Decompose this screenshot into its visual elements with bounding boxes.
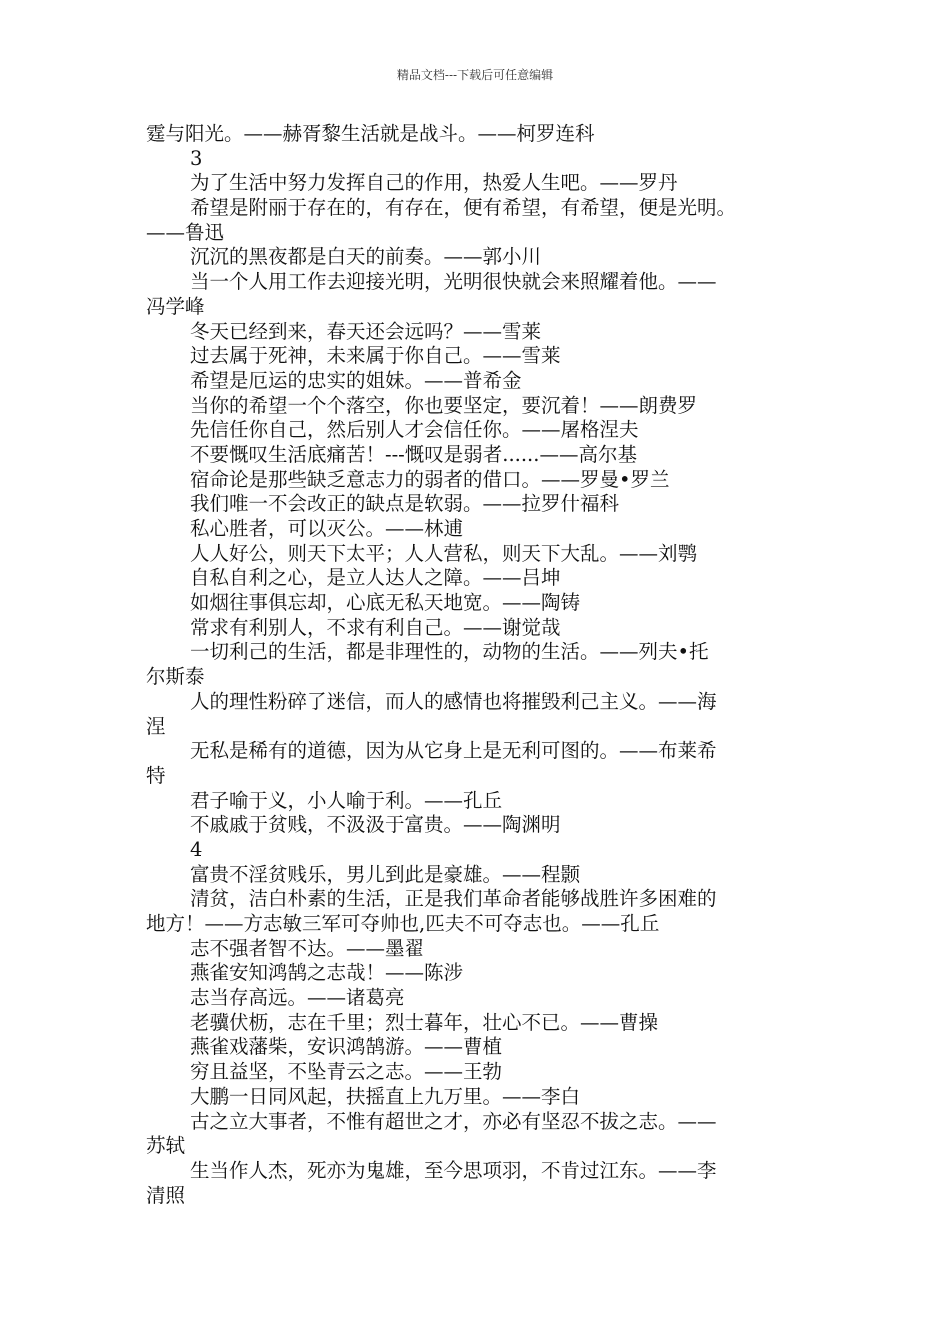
text-line: 3 <box>190 146 203 170</box>
text-line: 我们唯一不会改正的缺点是软弱。——拉罗什福科 <box>190 492 620 516</box>
text-line: 大鹏一日同风起，扶摇直上九万里。——李白 <box>190 1084 581 1108</box>
text-line: 当一个人用工作去迎接光明，光明很快就会来照耀着他。—— <box>190 270 717 294</box>
text-line: 私心胜者，可以灭公。——林逋 <box>190 517 464 540</box>
text-line: 希望是附丽于存在的，有存在，便有希望，有希望，便是光明。 <box>190 196 737 220</box>
text-line: 富贵不淫贫贱乐，男儿到此是豪雄。——程颢 <box>190 862 581 886</box>
text-line: 生当作人杰，死亦为鬼雄，至今思项羽，不肯过江东。——李 <box>190 1158 717 1182</box>
text-line: 不戚戚于贫贱，不汲汲于富贵。——陶渊明 <box>190 813 561 837</box>
text-line: 古之立大事者，不惟有超世之才，亦必有坚忍不拔之志。—— <box>190 1109 717 1133</box>
text-line: 特 <box>146 763 166 787</box>
text-line: ——鲁迅 <box>146 220 225 244</box>
text-line: 当你的希望一个个落空，你也要坚定，要沉着！——朗费罗 <box>190 393 698 417</box>
text-line: 不要慨叹生活底痛苦！---慨叹是弱者......——高尔基 <box>190 442 637 466</box>
text-line: 涅 <box>146 714 166 738</box>
text-line: 过去属于死神，未来属于你自己。——雪莱 <box>190 344 561 368</box>
text-line: 冯学峰 <box>146 294 205 318</box>
text-line: 尔斯泰 <box>146 665 205 689</box>
text-line: 一切利己的生活，都是非理性的，动物的生活。——列夫•托 <box>190 640 709 664</box>
text-line: 如烟往事俱忘却，心底无私天地宽。——陶铸 <box>190 591 581 615</box>
text-line: 希望是厄运的忠实的姐妹。——普希金 <box>190 368 522 392</box>
text-line: 人的理性粉碎了迷信，而人的感情也将摧毁利己主义。——海 <box>190 689 717 713</box>
text-line: 地方！——方志敏三军可夺帅也,匹夫不可夺志也。——孔丘 <box>146 912 660 935</box>
text-line: 老骥伏枥，志在千里；烈士暮年，壮心不已。——曹操 <box>190 1010 659 1034</box>
text-line: 先信任你自己，然后别人才会信任你。——屠格涅夫 <box>190 418 639 442</box>
text-line: 霆与阳光。——赫胥黎生活就是战斗。——柯罗连科 <box>146 122 595 145</box>
text-line: 苏轼 <box>146 1134 186 1158</box>
text-line: 无私是稀有的道德，因为从它身上是无利可图的。——布莱希 <box>190 739 717 763</box>
text-line: 燕雀安知鸿鹄之志哉！——陈涉 <box>190 961 464 985</box>
text-line: 君子喻于义，小人喻于利。——孔丘 <box>190 788 503 812</box>
text-line: 穷且益坚，不坠青云之志。——王勃 <box>190 1060 503 1084</box>
text-line: 志当存高远。——诸葛亮 <box>190 986 405 1010</box>
page-header: 精品文档---下载后可任意编辑 <box>396 68 554 82</box>
text-line: 清照 <box>146 1183 186 1207</box>
text-line: 人人好公，则天下太平；人人营私，则天下大乱。——刘鹗 <box>190 541 698 565</box>
text-line: 宿命论是那些缺乏意志力的弱者的借口。——罗曼•罗兰 <box>190 467 670 491</box>
text-line: 为了生活中努力发挥自己的作用，热爱人生吧。——罗丹 <box>190 171 678 195</box>
text-line: 沉沉的黑夜都是白天的前奏。——郭小川 <box>190 245 542 269</box>
text-line: 志不强者智不达。——墨翟 <box>190 936 425 960</box>
text-line: 4 <box>190 837 203 861</box>
document-body <box>146 122 810 1208</box>
text-line: 清贫，洁白朴素的生活，正是我们革命者能够战胜许多困难的 <box>190 887 717 911</box>
text-line: 常求有利别人，不求有利自己。——谢觉哉 <box>190 615 561 639</box>
text-line: 燕雀戏藩柴，安识鸿鹄游。——曹植 <box>190 1035 503 1059</box>
text-line: 冬天已经到来，春天还会远吗？——雪莱 <box>190 319 542 343</box>
text-line: 自私自利之心，是立人达人之障。——吕坤 <box>190 566 561 590</box>
